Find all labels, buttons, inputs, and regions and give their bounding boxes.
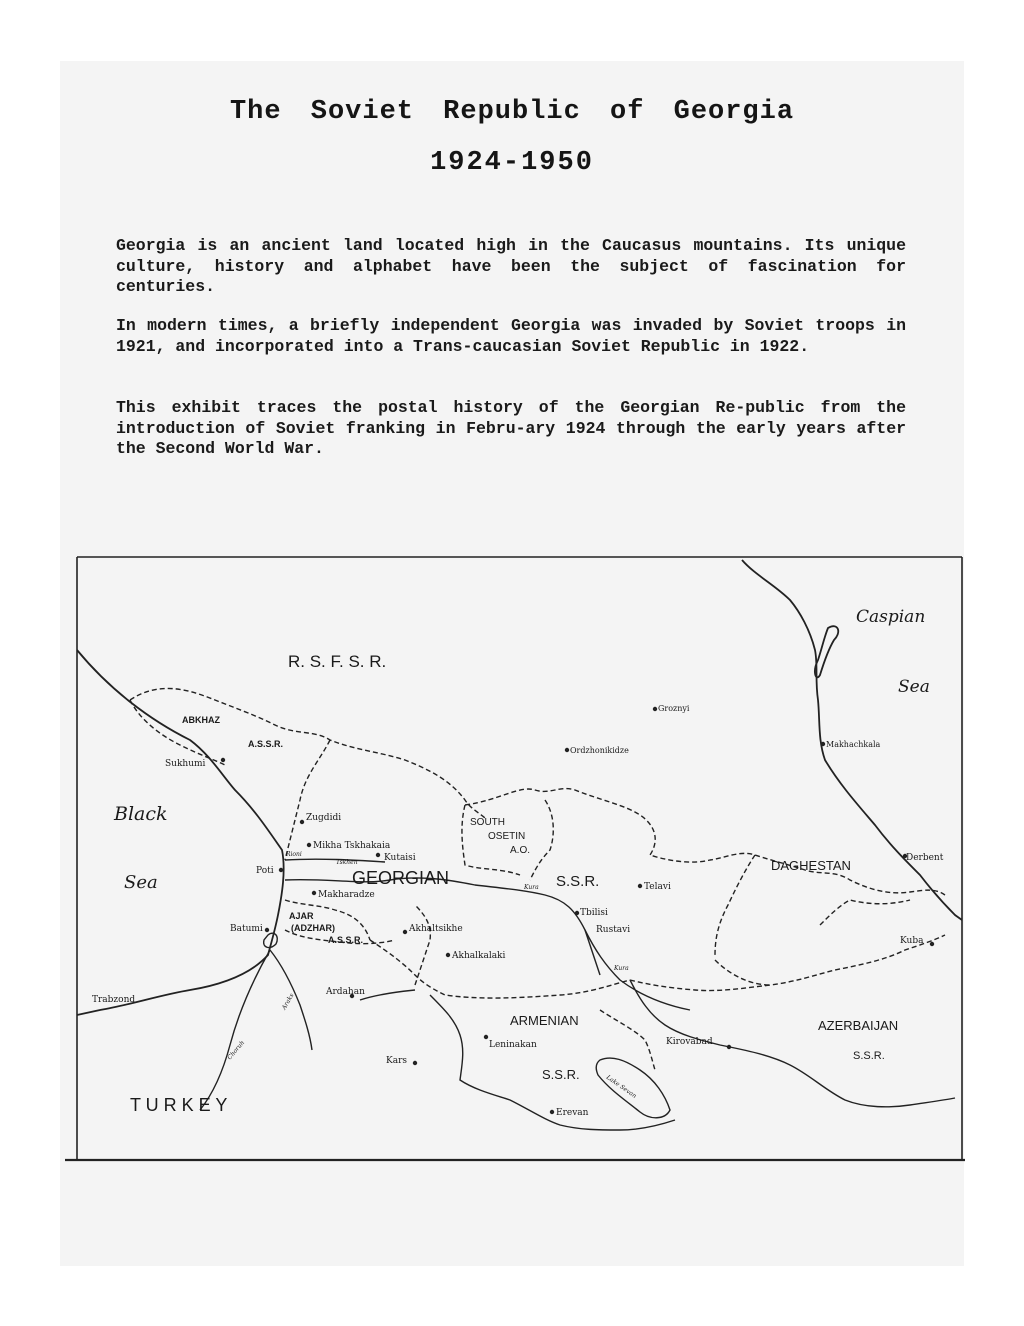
- city-poti: Poti: [256, 866, 274, 876]
- label-adzhar: (ADZHAR): [291, 923, 335, 933]
- history-paragraph: In modern times, a briefly independent Georgia was invaded by Soviet troops in 1921, and incorporated into a Trans-caucasian Soviet Republic in 1922.: [116, 316, 906, 356]
- city-dot: [930, 942, 934, 946]
- city-leninakan: Leninakan: [489, 1040, 537, 1050]
- city-dot: [300, 820, 304, 824]
- page-subtitle-years: 1924-1950: [430, 148, 594, 178]
- city-dot: [221, 758, 225, 762]
- label-caspian-sea-1: Caspian: [856, 607, 926, 627]
- city-dot: [550, 1110, 554, 1114]
- label-rsfsr: R. S. F. S. R.: [288, 652, 387, 671]
- river-tskhen: Tskhen: [336, 859, 358, 866]
- label-black-sea-2: Sea: [124, 872, 158, 893]
- city-telavi: Telavi: [644, 882, 671, 892]
- city-dot: [727, 1045, 731, 1049]
- lake-sevan: Lake Sevan: [604, 1073, 638, 1100]
- city-erevan: Erevan: [556, 1108, 589, 1118]
- city-tbilisi: Tbilisi: [580, 908, 608, 918]
- label-south-osetin-2: OSETIN: [488, 831, 526, 842]
- city-kuba: Kuba: [900, 936, 924, 946]
- page-title: The Soviet Republic of Georgia: [229, 97, 795, 127]
- label-south-osetin-1: SOUTH: [470, 817, 505, 828]
- label-caspian-sea-2: Sea: [898, 677, 930, 697]
- label-azerbaijan-ssr: S.S.R.: [853, 1050, 885, 1062]
- label-ajar: AJAR: [289, 911, 314, 921]
- city-ardahan: Ardahan: [326, 987, 365, 997]
- city-zugdidi: Zugdidi: [306, 813, 342, 823]
- city-trabzond: Trabzond: [92, 995, 136, 1005]
- label-georgian-ssr: S.S.R.: [556, 873, 600, 890]
- city-dot: [307, 843, 311, 847]
- city-dot: [638, 884, 642, 888]
- label-turkey: T U R K E Y: [130, 1095, 228, 1115]
- label-abkhaz: ABKHAZ: [182, 715, 220, 725]
- city-dot: [653, 707, 657, 711]
- city-akhalkalaki: Akhalkalaki: [452, 951, 506, 961]
- river-choruh: Choruh: [226, 1039, 247, 1062]
- city-rustavi: Rustavi: [596, 925, 631, 935]
- city-kutaisi: Kutaisi: [384, 853, 416, 863]
- river-kura: Kura: [524, 884, 539, 891]
- city-batumi: Batumi: [230, 924, 263, 934]
- city-dot: [376, 853, 380, 857]
- city-mikha-tskhakaia: Mikha Tskhakaia: [313, 841, 391, 851]
- city-dot: [279, 868, 283, 872]
- label-armenian: ARMENIAN: [510, 1013, 579, 1028]
- city-markers: [221, 707, 934, 1114]
- city-kars: Kars: [386, 1056, 408, 1066]
- city-dot: [265, 928, 269, 932]
- label-abkhaz-assr: A.S.S.R.: [248, 739, 284, 749]
- label-armenian-ssr: S.S.R.: [542, 1067, 580, 1082]
- city-dot: [484, 1035, 488, 1039]
- city-dot: [821, 742, 825, 746]
- city-makhachkala: Makhachkala: [826, 740, 881, 749]
- label-south-osetin-3: A.O.: [510, 845, 531, 856]
- river-rioni: Rioni: [286, 851, 302, 858]
- city-groznyi: Groznyi: [658, 704, 690, 713]
- city-dot: [312, 891, 316, 895]
- city-sukhumi: Sukhumi: [165, 759, 206, 769]
- intro-paragraph: Georgia is an ancient land located high in the Caucasus mountains. Its unique culture, history and alphabet have been the subject of fascination for centuries.: [116, 236, 906, 296]
- city-makharadze: Makharadze: [318, 890, 375, 900]
- city-derbent: Derbent: [906, 853, 944, 863]
- river-kura-2: Kura: [614, 965, 629, 972]
- label-ajar-assr: A.S.S.R.: [328, 935, 364, 945]
- label-georgian: GEORGIAN: [352, 868, 450, 888]
- label-black-sea-1: Black: [114, 803, 168, 825]
- city-ordzhonikidze: Ordzhonikidze: [570, 746, 629, 755]
- river-araks: Araks: [280, 992, 296, 1011]
- city-dot: [565, 748, 569, 752]
- city-akhaltsikhe: Akhaltsikhe: [409, 924, 463, 934]
- rivers-and-boundaries: [200, 859, 955, 1130]
- city-kirovabad: Kirovabad: [666, 1037, 713, 1047]
- coastlines: [77, 560, 962, 1015]
- exhibit-paragraph: This exhibit traces the postal history of the Georgian Re-public from the introduction of Soviet franking in Febru-ary 1924 through the early years after the Second World War.: [116, 398, 906, 458]
- label-daghestan: DAGHESTAN: [771, 858, 851, 873]
- city-dot: [575, 911, 579, 915]
- city-dot: [413, 1061, 417, 1065]
- label-azerbaijan: AZERBAIJAN: [818, 1018, 899, 1033]
- city-dot: [446, 953, 450, 957]
- city-dot: [403, 930, 407, 934]
